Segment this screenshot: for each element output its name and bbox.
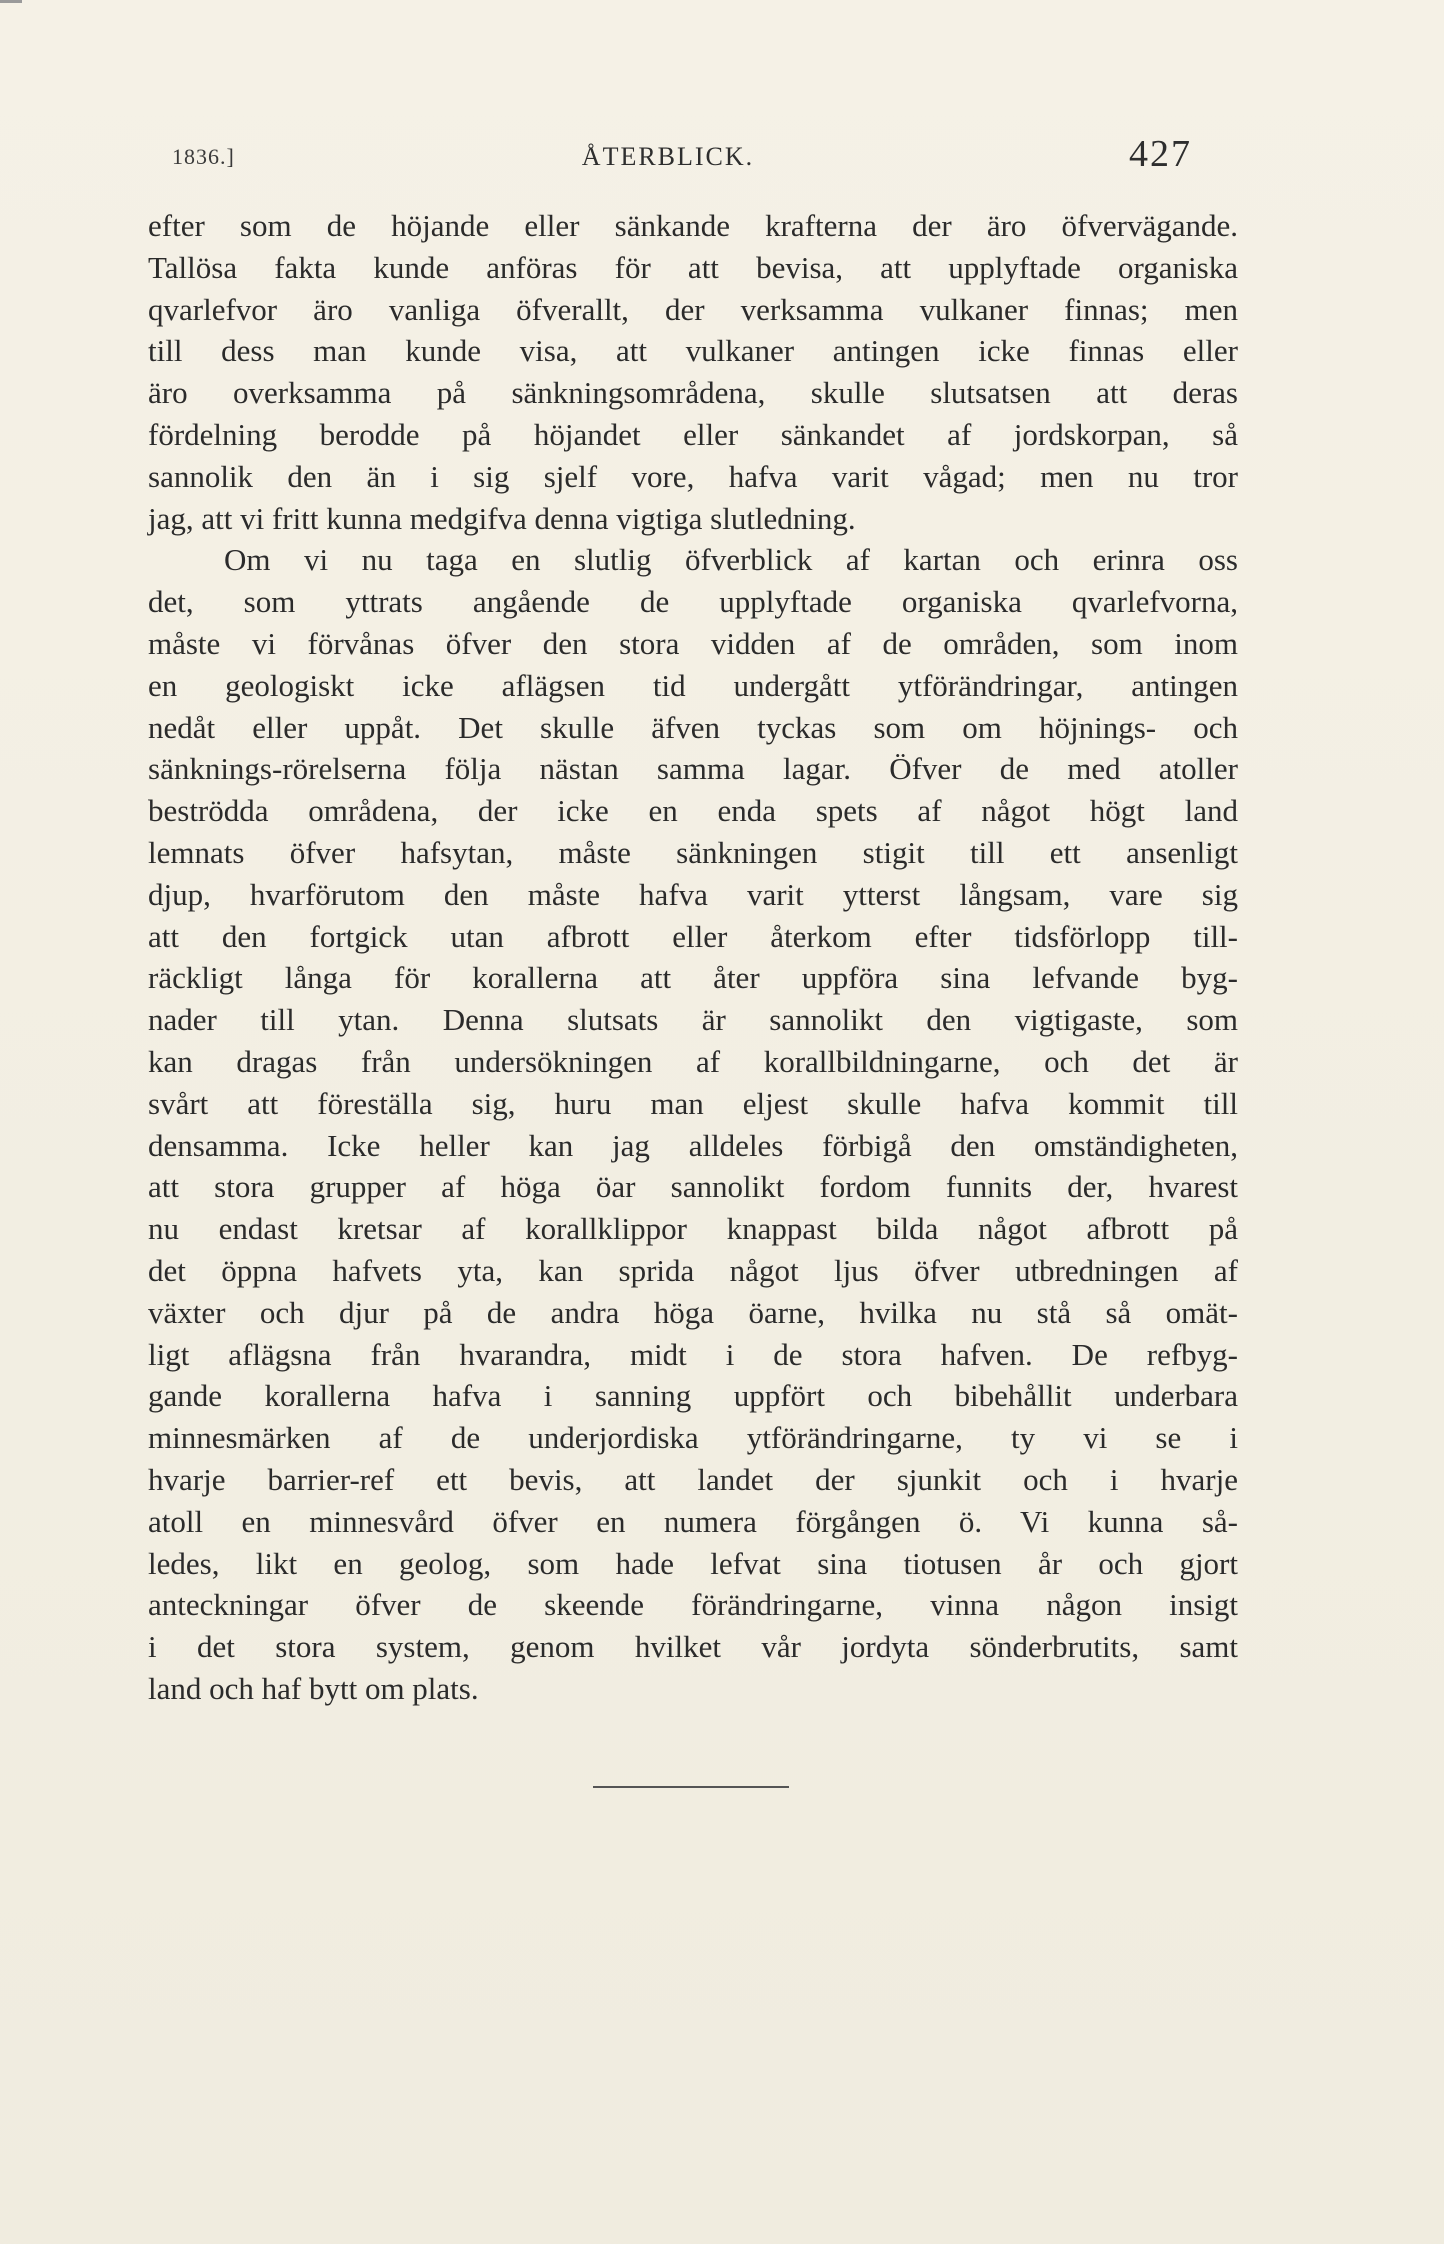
text-line: svårt att föreställa sig, huru man eljest skulle hafva kommit till <box>148 1085 1238 1121</box>
text-line: efter som de höjande eller sänkande krafterna der äro öfvervägande. <box>148 208 1238 243</box>
running-header-title: ÅTERBLICK. <box>581 142 755 171</box>
text-line: sannolik den än i sig sjelf vore, hafva varit vågad; men nu tror <box>148 458 1238 494</box>
text-line: qvarlefvor äro vanliga öfverallt, der verksamma vulkaner finnas; men <box>148 291 1238 327</box>
paragraph-2 <box>148 539 1238 1709</box>
text-line: atoll en minnesvård öfver en numera förgången ö. Vi kunna så- <box>148 1503 1238 1539</box>
text-line: i det stora system, genom hvilket vår jordyta sönderbrutits, samt <box>148 1629 1238 1665</box>
text-line: måste vi förvånas öfver den stora vidden af de områden, som inom <box>148 625 1238 661</box>
text-line: anteckningar öfver de skeende förändringarne, vinna någon insigt <box>148 1587 1238 1623</box>
text-line: växter och djur på de andra höga öarne, hvilka nu stå så omät- <box>148 1294 1238 1330</box>
text-line: det, som yttrats angående de upplyftade organiska qvarlefvorna, <box>148 584 1238 620</box>
text-line: land och haf bytt om plats. <box>148 1670 479 1706</box>
text-line: ledes, likt en geolog, som hade lefvat sina tiotusen år och gjort <box>148 1545 1238 1581</box>
text-line: jag, att vi fritt kunna medgifva denna vigtiga slutledning. <box>148 500 856 536</box>
text-line: hvarje barrier-ref ett bevis, att landet der sjunkit och i hvarje <box>148 1461 1238 1497</box>
text-line: kan dragas från undersökningen af korallbildningarne, och det är <box>148 1043 1238 1079</box>
text-line: en geologiskt icke aflägsen tid undergått ytförändringar, antingen <box>148 667 1238 703</box>
text-line: nader till ytan. Denna slutsats är sannolikt den vigtigaste, som <box>148 1002 1238 1038</box>
text-line: gande korallerna hafva i sanning uppfört och bibehållit underbara <box>148 1378 1238 1414</box>
text-line: fördelning berodde på höjandet eller sänkandet af jordskorpan, så <box>148 416 1238 452</box>
text-line: att stora grupper af höga öar sannolikt fordom funnits der, hvarest <box>148 1169 1238 1205</box>
page-number: 427 <box>1129 133 1192 175</box>
text-line: beströdda områdena, der icke en enda spets af något högt land <box>148 793 1238 829</box>
text-line: Tallösa fakta kunde anföras för att bevisa, att upplyftade organiska <box>148 249 1238 285</box>
paragraph-1 <box>148 205 1238 539</box>
text-line: densamma. Icke heller kan jag alldeles förbigå den omständigheten, <box>148 1127 1238 1163</box>
text-line: ligt aflägsna från hvarandra, midt i de stora hafven. De refbyg- <box>148 1336 1238 1372</box>
text-line: djup, hvarförutom den måste hafva varit ytterst långsam, vare sig <box>148 876 1238 912</box>
section-end-rule <box>593 1786 789 1788</box>
text-line: till dess man kunde visa, att vulkaner antingen icke finnas eller <box>148 333 1238 369</box>
text-line: räckligt långa för korallerna att åter uppföra sina lefvande byg- <box>148 960 1238 996</box>
text-line: nedåt eller uppåt. Det skulle äfven tyckas som om höjnings- och <box>148 709 1238 745</box>
text-line: det öppna hafvets yta, kan sprida något ljus öfver utbredningen af <box>148 1252 1238 1288</box>
text-line: att den fortgick utan afbrott eller återkom efter tidsförlopp till- <box>148 918 1238 954</box>
scan-edge-mark <box>0 0 22 3</box>
text-line: nu endast kretsar af korallklippor knappast bilda något afbrott på <box>148 1211 1238 1247</box>
text-line: sänknings-rörelserna följa nästan samma lagar. Öfver de med atoller <box>148 751 1238 787</box>
body-text <box>148 205 1238 1710</box>
running-header <box>148 132 1192 176</box>
text-line: Om vi nu taga en slutlig öfverblick af kartan och erinra oss <box>224 542 1238 578</box>
text-line: äro overksamma på sänkningsområdena, skulle slutsatsen att deras <box>148 375 1238 411</box>
running-header-year: 1836.] <box>172 144 235 169</box>
text-line: minnesmärken af de underjordiska ytförändringarne, ty vi se i <box>148 1420 1238 1456</box>
text-line: lemnats öfver hafsytan, måste sänkningen stigit till ett ansenligt <box>148 834 1238 870</box>
